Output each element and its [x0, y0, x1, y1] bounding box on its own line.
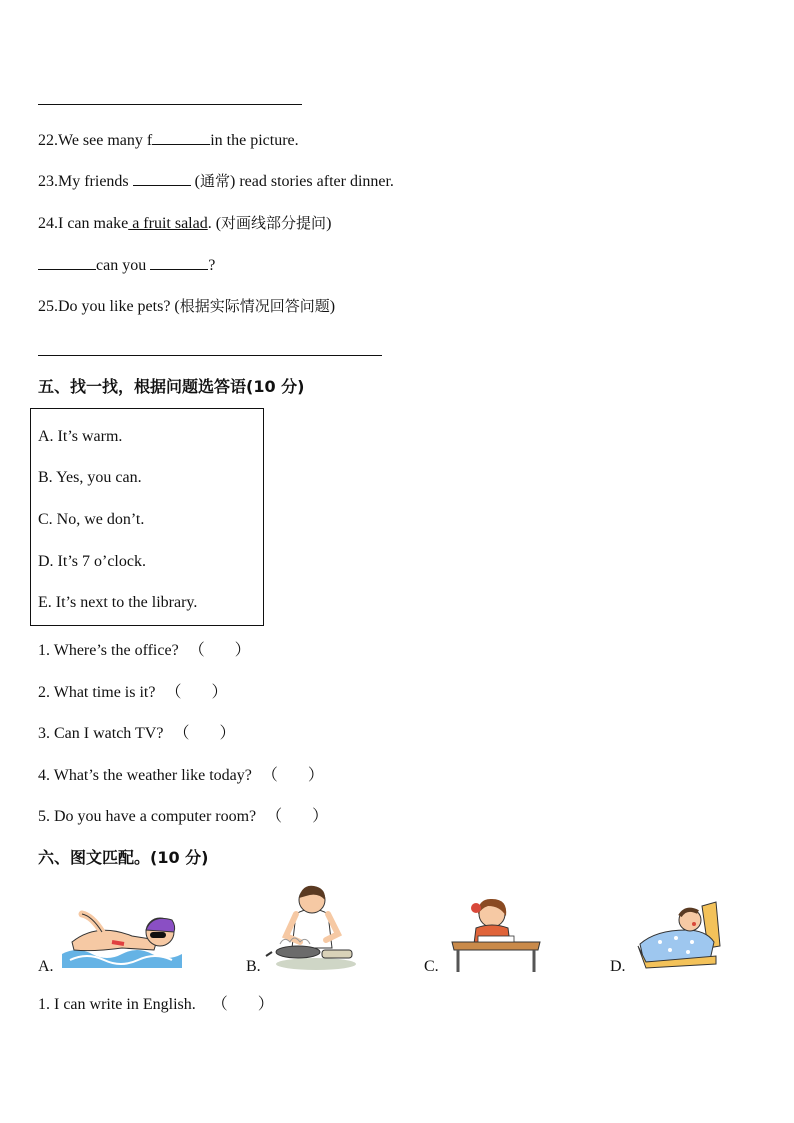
s5-question-4	[38, 766, 324, 786]
swimmer-picture[interactable]	[62, 902, 182, 972]
q23-prefix: 23.My friends	[38, 173, 133, 190]
s5-q5-answer-parens[interactable]: （ ）	[266, 808, 329, 825]
q22-blank[interactable]	[152, 130, 210, 145]
section-5-title: 五、找一找，根据问题选答语(10 分)	[38, 377, 305, 396]
q24-end: )	[326, 215, 332, 232]
q24-answer-end: ?	[208, 257, 216, 274]
q24-prefix: 24.I can make	[38, 215, 129, 232]
picture-b-label: B.	[246, 958, 261, 975]
q22-suffix: in the picture.	[210, 132, 299, 149]
s5-q1-text: 1. Where’s the office?	[38, 642, 179, 659]
q23-end: ) read stories after dinner.	[230, 173, 394, 190]
s6-q1-answer-parens[interactable]: （ ）	[211, 996, 274, 1013]
question-22	[38, 130, 299, 151]
s6-q1-text: 1. I can write in English.	[38, 996, 196, 1013]
cooking-picture[interactable]	[266, 884, 358, 972]
s5-question-2	[38, 683, 227, 703]
option-b: B. Yes, you can.	[38, 469, 142, 486]
q25-end: )	[329, 298, 336, 315]
s5-q3-text: 3. Can I watch TV?	[38, 725, 164, 742]
q24-answer	[38, 255, 215, 276]
q23-hint: 通常	[199, 172, 230, 190]
q24-answer-middle: can you	[96, 257, 151, 274]
option-a: A. It’s warm.	[38, 428, 123, 445]
q24-blank-1[interactable]	[38, 255, 96, 270]
q24-paren-open: . (	[207, 215, 222, 232]
picture-a-label: A.	[38, 958, 54, 975]
q25-instruction: 根据实际情况回答问题	[179, 297, 330, 315]
s5-question-1	[38, 641, 251, 661]
s5-question-5	[38, 807, 328, 827]
option-d: D. It’s 7 o’clock.	[38, 553, 146, 570]
s6-question-1	[38, 995, 274, 1015]
question-24	[38, 213, 331, 234]
s5-q2-text: 2. What time is it?	[38, 684, 156, 701]
s5-q2-answer-parens[interactable]: （ ）	[165, 684, 228, 701]
q23-paren-open: (	[190, 173, 200, 190]
q21-answer-line[interactable]	[38, 104, 302, 105]
s5-q1-answer-parens[interactable]: （ ）	[188, 642, 251, 659]
q24-instruction: 对画线部分提问	[221, 214, 327, 232]
question-23	[38, 171, 394, 192]
q23-blank[interactable]	[133, 171, 191, 186]
option-c: C. No, we don’t.	[38, 511, 145, 528]
sleeping-bed-picture[interactable]	[636, 902, 722, 972]
q24-blank-2[interactable]	[150, 255, 208, 270]
s5-q4-answer-parens[interactable]: （ ）	[261, 767, 324, 784]
question-25	[38, 296, 335, 317]
section-6-title: 六、图文匹配。(10 分)	[38, 848, 209, 867]
picture-c-label: C.	[424, 958, 439, 975]
q22-prefix: 22.We see many f	[38, 132, 153, 149]
option-e: E. It’s next to the library.	[38, 594, 198, 611]
picture-d-label: D.	[610, 958, 626, 975]
s5-q5-text: 5. Do you have a computer room?	[38, 808, 257, 825]
writing-girl-picture[interactable]	[448, 894, 544, 972]
s5-question-3	[38, 724, 235, 744]
s5-q3-answer-parens[interactable]: （ ）	[173, 725, 236, 742]
s5-q4-text: 4. What’s the weather like today?	[38, 767, 252, 784]
q25-prefix: 25.Do you like pets? (	[38, 298, 180, 315]
q25-answer-line[interactable]	[38, 355, 382, 356]
q24-underlined-phrase: a fruit salad	[128, 215, 208, 232]
